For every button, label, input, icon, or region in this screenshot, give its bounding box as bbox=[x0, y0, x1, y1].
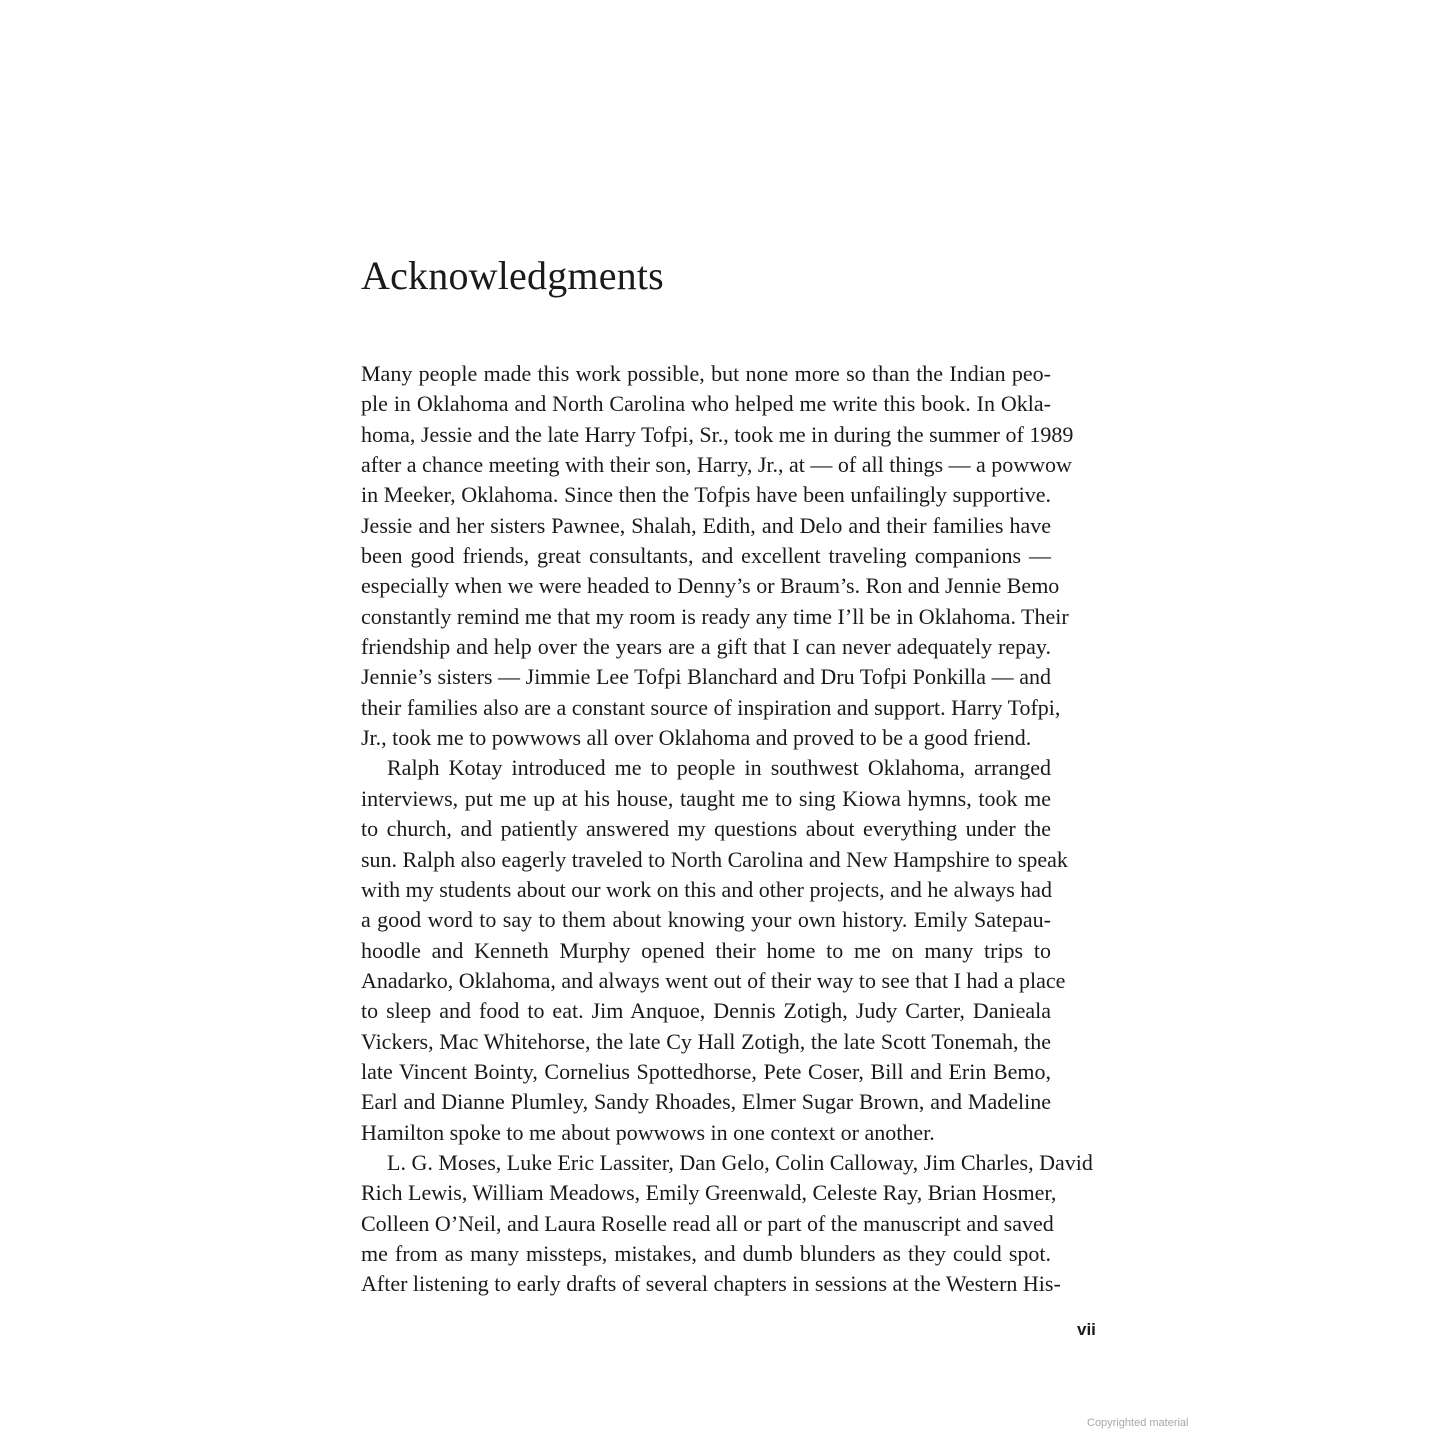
text-line: Vickers, Mac Whitehorse, the late Cy Hall Zotigh, the late Scott Tonemah, the bbox=[361, 1028, 1051, 1054]
text-line: friendship and help over the years are a gift that I can never adequately repay. bbox=[361, 634, 1051, 660]
text-line: Anadarko, Oklahoma, and always went out of their way to see that I had a place bbox=[361, 967, 1066, 993]
text-line: late Vincent Bointy, Cornelius Spottedhorse, Pete Coser, Bill and Erin Bemo, bbox=[361, 1058, 1051, 1084]
text-line: Earl and Dianne Plumley, Sandy Rhoades, Elmer Sugar Brown, and Madeline bbox=[361, 1089, 1051, 1115]
text-line: hoodle and Kenneth Murphy opened their home to me on many trips to bbox=[361, 937, 1051, 963]
text-line: Jennie’s sisters — Jimmie Lee Tofpi Blanchard and Dru Tofpi Ponkilla — and bbox=[361, 664, 1051, 690]
text-line: their families also are a constant source of inspiration and support. Harry Tofpi, bbox=[361, 694, 1061, 720]
text-line: Hamilton spoke to me about powwows in one context or another. bbox=[361, 1119, 935, 1145]
paragraph bbox=[361, 359, 1074, 753]
chapter-title: Acknowledgments bbox=[361, 253, 664, 298]
copyright-watermark: Copyrighted material bbox=[1087, 1417, 1189, 1429]
text-line: Jessie and her sisters Pawnee, Shalah, Edith, and Delo and their families have bbox=[361, 512, 1051, 538]
text-line: interviews, put me up at his house, taught me to sing Kiowa hymns, took me bbox=[361, 785, 1051, 811]
page-number: vii bbox=[1077, 1320, 1096, 1339]
text-line: Ralph Kotay introduced me to people in southwest Oklahoma, arranged bbox=[387, 755, 1051, 781]
text-line: after a chance meeting with their son, Harry, Jr., at — of all things — a powwow bbox=[361, 452, 1072, 478]
text-line: Many people made this work possible, but none more so than the Indian peo- bbox=[361, 361, 1051, 386]
text-line: in Meeker, Oklahoma. Since then the Tofpis have been unfailingly supportive. bbox=[361, 482, 1051, 508]
text-line: sun. Ralph also eagerly traveled to North Carolina and New Hampshire to speak bbox=[361, 846, 1068, 872]
text-line: been good friends, great consultants, and excellent traveling companions — bbox=[361, 543, 1051, 569]
text-line: to church, and patiently answered my questions about everything under the bbox=[361, 816, 1051, 842]
text-line: Rich Lewis, William Meadows, Emily Greenwald, Celeste Ray, Brian Hosmer, bbox=[361, 1180, 1057, 1206]
paragraph bbox=[361, 753, 1068, 1147]
text-line: with my students about our work on this and other projects, and he always had bbox=[361, 876, 1053, 902]
text-line: ple in Oklahoma and North Carolina who helped me write this book. In Okla- bbox=[361, 391, 1051, 417]
text-line: constantly remind me that my room is ready any time I’ll be in Oklahoma. Their bbox=[361, 603, 1069, 629]
text-line: L. G. Moses, Luke Eric Lassiter, Dan Gelo, Colin Calloway, Jim Charles, David bbox=[387, 1149, 1093, 1175]
body-text bbox=[361, 359, 1093, 1300]
text-line: a good word to say to them about knowing your own history. Emily Satepau- bbox=[361, 907, 1051, 933]
text-line: to sleep and food to eat. Jim Anquoe, Dennis Zotigh, Judy Carter, Danieala bbox=[361, 998, 1051, 1024]
text-line: homa, Jessie and the late Harry Tofpi, Sr., took me in during the summer of 1989 bbox=[361, 421, 1074, 447]
text-line: Colleen O’Neil, and Laura Roselle read all or part of the manuscript and saved bbox=[361, 1210, 1054, 1236]
text-line: me from as many missteps, mistakes, and dumb blunders as they could spot. bbox=[361, 1240, 1051, 1266]
text-line: especially when we were headed to Denny’s or Braum’s. Ron and Jennie Bemo bbox=[361, 573, 1060, 599]
text-line: After listening to early drafts of several chapters in sessions at the Western His- bbox=[361, 1271, 1061, 1297]
text-line: Jr., took me to powwows all over Oklahoma and proved to be a good friend. bbox=[361, 725, 1032, 751]
paragraph bbox=[361, 1148, 1093, 1300]
